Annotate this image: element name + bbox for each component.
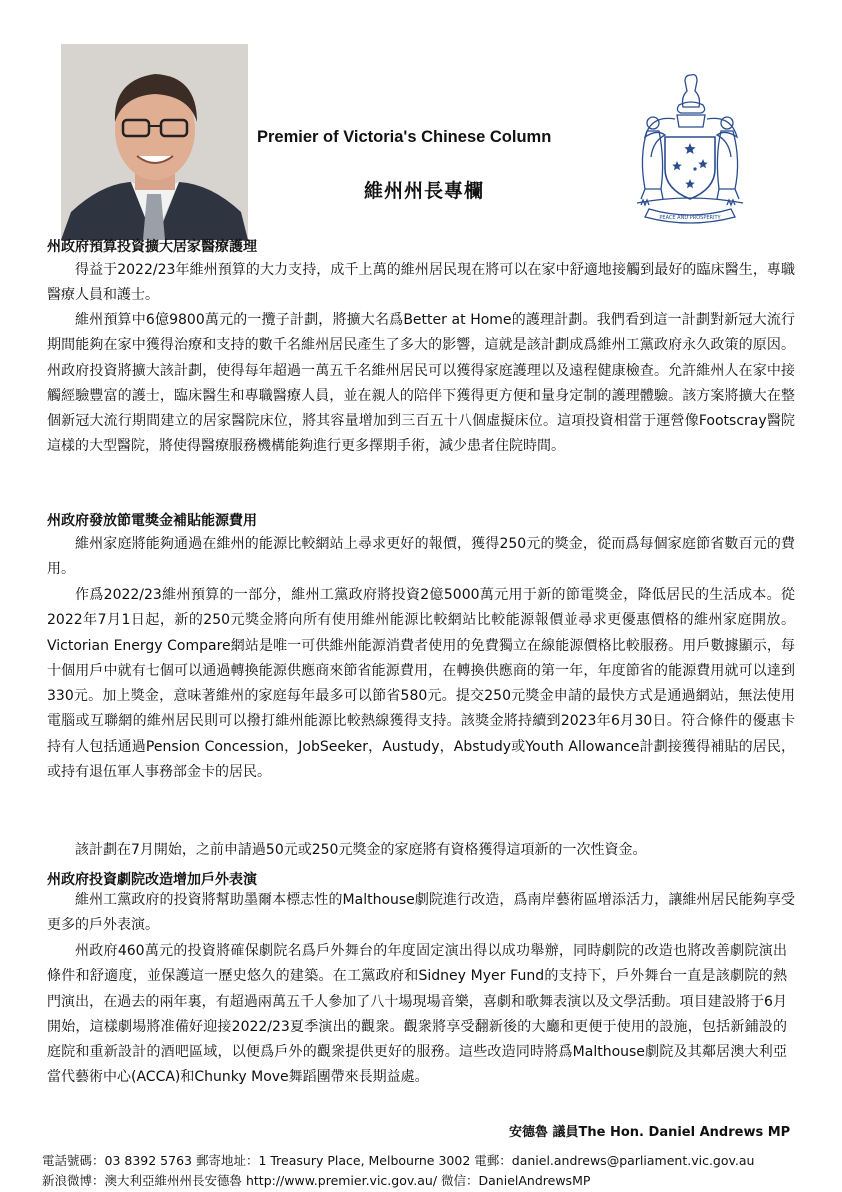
paragraph: 州政府460萬元的投資將確保劇院名爲戶外舞台的年度固定演出得以成功舉辦，同時劇院的改造也將改善劇院演出條件和舒適度，並保護這一歷史悠久的建築。在工黨政府和Sidney Myer Fund的支持下，戶外舞台一直是該劇院的熱門演出，在過去的兩年裏，有超過兩萬五千人參加了八十場現場音樂，喜劇和歌舞表演以及文學活動。項目建設將于6月開始，這樣劇場將准備好迎接2022/23夏季演出的觀衆。觀衆將享受翻新後的大廳和更便于使用的設施，包括新鋪設的庭院和重新設計的酒吧區域，以便爲戶外的觀衆提供更好的服務。這些改造同時將爲Malthouse劇院及其鄰居澳大利亞當代藝術中心(ACCA)和Chunky Move舞蹈團帶來長期益處。	[47, 943, 787, 1086]
footer-contact-line: 電話號碼：03 8392 5763 郵寄地址：1 Treasury Place, Melbourne 3002 電郵：daniel.andrews@parliament.vic.gov.au	[42, 1153, 755, 1168]
column-title-chinese: 維州州長專欄	[364, 180, 485, 202]
victoria-coat-of-arms	[631, 71, 749, 229]
premier-portrait	[61, 44, 248, 240]
paragraph: 維州家庭將能夠通過在維州的能源比較網站上尋求更好的報價，獲得250元的獎金，從而爲每個家庭節省數百元的費用。	[47, 536, 795, 578]
paragraph: 得益于2022/23年維州預算的大力支持，成千上萬的維州居民現在將可以在家中舒適地接觸到最好的臨床醫生，專職醫療人員和護士。	[47, 262, 795, 304]
signature: 安德魯 議員The Hon. Daniel Andrews MP	[509, 1125, 791, 1140]
crest-motto: PEACE AND PROSPERITY	[659, 215, 721, 221]
section-heading-power-saving-bonus: 州政府發放節電獎金補貼能源費用	[47, 513, 257, 529]
paragraph: 維州工黨政府的投資將幫助墨爾本標志性的Malthouse劇院進行改造，爲南岸藝術區增添活力，讓維州居民能夠享受更多的戶外表演。	[47, 892, 795, 934]
paragraph: 該計劃在7月開始，之前申請過50元或250元獎金的家庭將有資格獲得這項新的一次性資金。	[75, 842, 647, 858]
paragraph: 維州預算中6億9800萬元的一攬子計劃，將擴大名爲Better at Home的護理計劃。我們看到這一計劃對新冠大流行期間能夠在家中獲得治療和支持的數千名維州居民產生了多大的影響，這就是該計劃成爲維州工黨政府永久政策的原因。州政府投資將擴大該計劃，使得每年超過一萬五千名維州居民可以獲得家庭護理以及遠程健康檢查。允許維州人在家中接觸經驗豐富的護士，臨床醫生和專職醫療人員，並在親人的陪伴下獲得更方便和量身定制的護理體驗。該方案將擴大在整個新冠大流行期間建立的居家醫院床位，將其容量增加到三百五十八個虛擬床位。這項投資相當于運營像Footscray醫院這樣的大型醫院，將使得醫療服務機構能夠進行更多擇期手術，減少患者住院時間。	[47, 312, 795, 455]
section-heading-home-care: 州政府預算投資擴大居家醫療護理	[47, 239, 257, 255]
paragraph: 作爲2022/23維州預算的一部分，維州工黨政府將投資2億5000萬元用于新的節電獎金，降低居民的生活成本。從2022年7月1日起，新的250元獎金將向所有使用維州能源比較網站比較能源報價並尋求更優惠價格的維州家庭開放。Victorian Energy Compare網站是唯一可供維州能源消費者使用的免費獨立在線能源價格比較服務。用戶數據顯示，每十個用戶中就有七個可以通過轉換能源供應商來節省能源費用，在轉換供應商的第一年，年度節省的能源費用就可以達到330元。加上獎金，意味著維州的家庭每年最多可以節省580元。提交250元獎金申請的最快方式是通過網站，無法使用電腦或互聯網的維州居民則可以撥打維州能源比較熱線獲得支持。該獎金將持續到2023年6月30日。符合條件的優惠卡持有人包括通過Pension Concession，JobSeeker，Austudy，Abstudy或Youth Allowance計劃接獲得補貼的居民，或持有退伍軍人事務部金卡的居民。	[47, 587, 795, 781]
section-heading-theatre-upgrade: 州政府投資劇院改造增加戶外表演	[47, 872, 257, 888]
column-title-english: Premier of Victoria's Chinese Column	[257, 128, 552, 146]
footer-social-line: 新浪微博：澳大利亞維州州長安德魯 http://www.premier.vic.gov.au/ 微信：DanielAndrewsMP	[42, 1173, 591, 1188]
